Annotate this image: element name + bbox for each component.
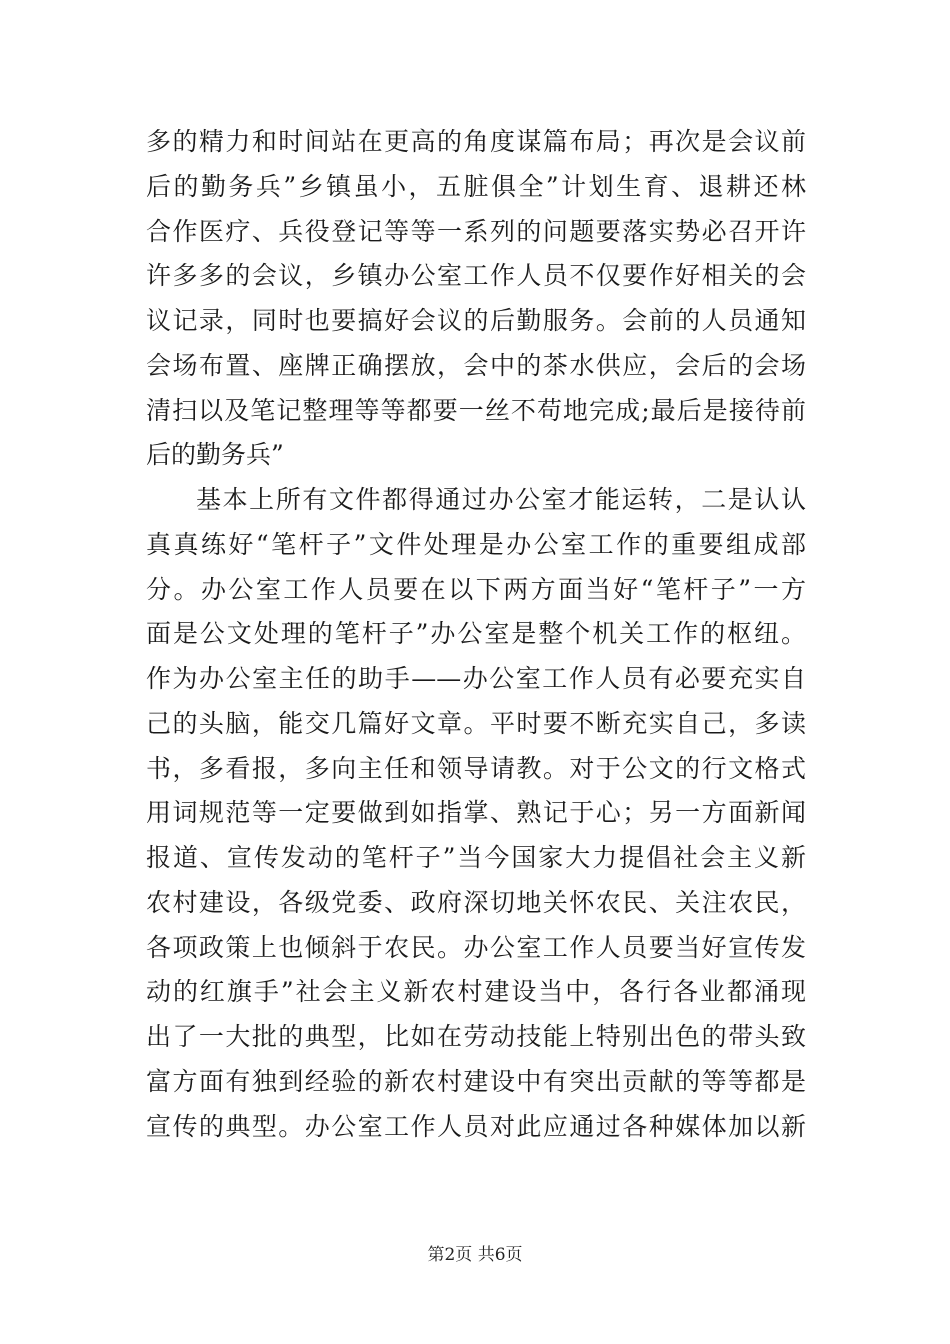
text-line: 用词规范等一定要做到如指掌、熟记于心；另一方面新闻 [146,798,806,828]
text-line: 真真练好“笔杆子”文件处理是办公室工作的重要组成部 [146,529,806,559]
text-line: 己的头脑，能交几篇好文章。平时要不断充实自己，多读 [146,708,806,738]
text-line: 后的勤务兵” [146,440,284,470]
text-line: 面是公文处理的笔杆子”办公室是整个机关工作的枢纽。 [146,619,806,649]
text-line: 宣传的典型。办公室工作人员对此应通过各种媒体加以新 [146,1111,806,1141]
text-line: 多的精力和时间站在更高的角度谋篇布局；再次是会议前 [146,127,806,156]
text-line: 富方面有独到经验的新农村建设中有突出贡献的等等都是 [146,1066,806,1096]
paragraph-first-line: 基本上所有文件都得通过办公室才能运转，二是认认 [196,485,806,514]
body-text [146,120,806,1149]
text-line: 会场布置、座牌正确摆放，会中的茶水供应，会后的会场 [146,350,806,380]
text-line: 合作医疗、兵役登记等等一系列的问题要落实势必召开许 [146,216,806,246]
text-line: 各项政策上也倾斜于农民。办公室工作人员要当好宣传发 [146,932,806,962]
text-line: 出了一大批的典型，比如在劳动技能上特别出色的带头致 [146,1022,806,1051]
text-line: 后的勤务兵”乡镇虽小，五脏俱全”计划生育、退耕还林 [146,171,806,201]
text-line: 清扫以及笔记整理等等都要一丝不苟地完成;最后是接待前 [146,395,806,425]
text-line: 报道、宣传发动的笔杆子”当今国家大力提倡社会主义新 [146,843,806,872]
text-line: 动的红旗手”社会主义新农村建设当中，各行各业都涌现 [146,977,806,1007]
text-line: 议记录，同时也要搞好会议的后勤服务。会前的人员通知 [146,306,806,335]
text-line: 分。办公室工作人员要在以下两方面当好“笔杆子”一方 [146,574,806,604]
text-line: 书，多看报，多向主任和领导请教。对于公文的行文格式 [146,753,806,783]
text-line: 作为办公室主任的助手——办公室工作人员有必要充实自 [146,664,806,693]
text-line: 农村建设，各级党委、政府深切地关怀农民、关注农民， [146,887,806,917]
text-line: 许多多的会议，乡镇办公室工作人员不仅要作好相关的会 [146,261,806,291]
page-number-footer: 第2页 共6页 [427,1245,523,1265]
